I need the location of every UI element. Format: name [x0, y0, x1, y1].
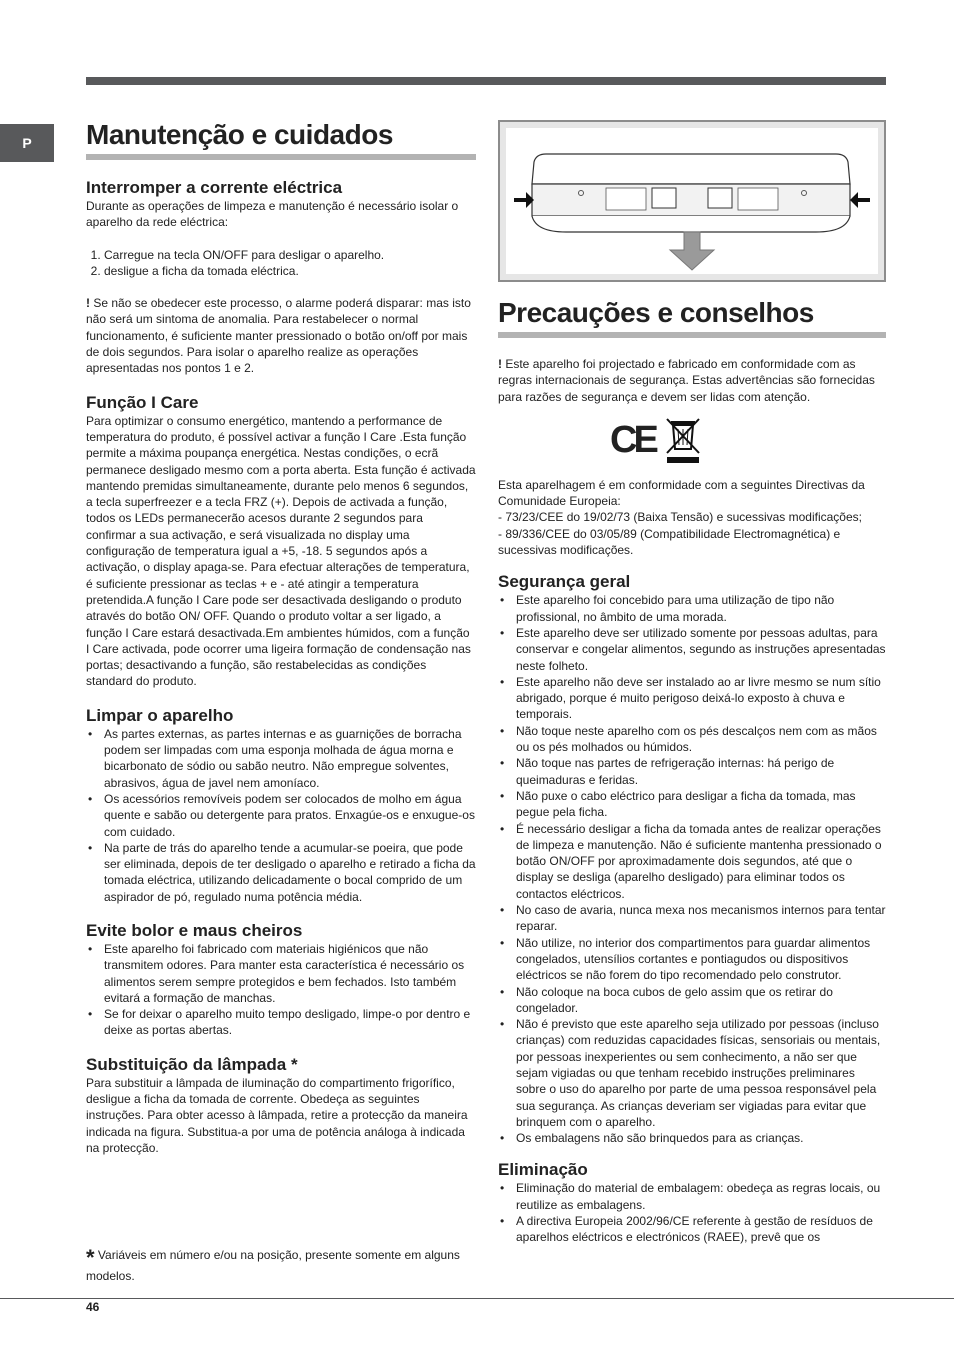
- cleaning-list: [86, 726, 476, 905]
- directive-2: - 89/336/CEE do 03/05/89 (Compatibilidade Electromagnética) e sucessivas modificações.: [498, 526, 841, 558]
- section-heading-mould: Evite bolor e maus cheiros: [86, 920, 303, 940]
- list-item: • No caso de avaria, nunca mexa nos mecanismos internos para tentar reparar.: [516, 902, 886, 935]
- page-title: Manutenção e cuidados: [86, 118, 476, 160]
- footnote-star: *: [86, 1245, 95, 1270]
- mould-list: [86, 941, 476, 1039]
- list-item: • Não puxe o cabo eléctrico para desligar a ficha da tomada, mas pegue pela ficha.: [516, 788, 886, 821]
- page-number: 46: [86, 1300, 100, 1314]
- language-tab: P: [0, 124, 54, 162]
- warning-mark: !: [86, 296, 90, 311]
- warning-mark: !: [498, 357, 502, 371]
- disposal-list: [498, 1180, 886, 1245]
- warning-text: Se não se obedecer este processo, o alarme poderá disparar: mas isto não será um sintoma de anomalia. Para restabelecer o normal funcionamento, é suficiente manter pressionado o botão on/off por mais de dois segundos. Para isolar o aparelho realize as operações apresentadas nos pontos 1 e 2.: [86, 296, 471, 376]
- power-intro: Durante as operações de limpeza e manutenção é necessário isolar o aparelho da rede eléctrica:: [86, 199, 459, 230]
- ce-weee-marks: [610, 415, 886, 465]
- directives-intro: Esta aparelhagem é em conformidade com a seguintes Directivas da Comunidade Europeia:: [498, 477, 865, 509]
- top-bar: [86, 77, 886, 85]
- weee-bin-icon: [663, 415, 703, 465]
- list-item: • Os embalagens não são brinquedos para as crianças.: [516, 1130, 886, 1146]
- list-item: • Não coloque na boca cubos de gelo assim que os retirar do congelador.: [516, 984, 886, 1017]
- list-item: 2. desligue a ficha da tomada eléctrica.: [104, 263, 476, 279]
- power-warning: [86, 295, 476, 376]
- list-item: • Não toque neste aparelho com os pés descalços nem com as mãos ou os pés molhados ou húmidos.: [516, 723, 886, 756]
- icare-text: Para optimizar o consumo energético, mantendo a performance de temperatura do produto, é possível activar a função I Care .Esta função permite a máxima poupança energética. Nestas condições, o ecrã permanece desligado mesmo com a porta aberta. Esta função é activada mantendo premidas simultaneamente, durante pelo menos 6 segundos, a tecla superfreezer e a tecla FRZ (+). Depois de activada a função, todos os LEDs permanecerão acesos durante 2 segundos para confirmar a sua activação, e será visualizada no display uma configuração de temperatura igual a +5, -18. 5 segundos após a activação, o display apaga-se. Para efectuar alterações de temperatura, é suficiente pressionar as teclas + e - até atingir a temperatura pretendida.A função I Care pode ser desactivada desligando o produto através do botão ON/ OFF. Quando o produto voltar a ser ligado, a função I Care estará desactivada.Em ambientes húmidos, com a função I Care activada, pode ocorrer uma ligeira formação de condensação nas portas; desactivando a função, são restabelecidas as condições standard do produto.: [86, 413, 476, 689]
- section-heading-icare: Função I Care: [86, 392, 199, 412]
- list-item: • Este aparelho deve ser utilizado somente por pessoas adultas, para conservar e congelar alimentos, segundo as instruções apresentadas neste folheto.: [516, 625, 886, 674]
- footnote-text: Variáveis em número e/ou na posição, presente somente em alguns modelos.: [86, 1248, 460, 1283]
- section-heading-lamp: Substituição da lâmpada *: [86, 1054, 298, 1074]
- footnote: [86, 1246, 466, 1286]
- list-item: • Este aparelho foi fabricado com materiais higiénicos que não transmitem odores. Para manter esta característica é necessário os alimentos serem sempre protegidos e bem fechados. Isto também evitará a formação de manchas.: [104, 941, 476, 1006]
- list-item: 1. Carregue na tecla ON/OFF para desligar o aparelho.: [104, 247, 476, 263]
- list-item: • Não toque nas partes de refrigeração internas: há perigo de queimaduras e feridas.: [516, 755, 886, 788]
- left-column: [86, 118, 476, 1156]
- lamp-cover-figure: [498, 120, 886, 282]
- section-heading-disposal: Eliminação: [498, 1160, 588, 1180]
- lamp-text: Para substituir a lâmpada de iluminação do compartimento frigorífico, desligue a ficha da tomada de corrente. Obedeça as seguintes instruções. Para obter acesso à lâmpada, retire a protecção da maneira indicada na figura. Substitua-a por uma de potência análoga à indicada na protecção.: [86, 1075, 468, 1155]
- list-item: • Os acessórios removíveis podem ser colocados de molho em água quente e sabão ou detergente para pratos. Enxagúe-os e enxugue-os com cuidado.: [104, 791, 476, 840]
- precautions-intro: [498, 356, 886, 405]
- footer-rule: [0, 1298, 954, 1299]
- list-item: • Se for deixar o aparelho muito tempo desligado, limpe-o por dentro e deixe as portas abertas.: [104, 1006, 476, 1039]
- ce-mark: CE: [610, 418, 655, 461]
- intro-text: Este aparelho foi projectado e fabricado em conformidade com as regras internacionais de segurança. Estas advertências são fornecidas para razões de segurança e devem ser lidas com atenção.: [498, 357, 875, 404]
- list-item: • Este aparelho foi concebido para uma utilização de tipo não profissional, no âmbito de uma morada.: [516, 592, 886, 625]
- list-item: • Eliminação do material de embalagem: obedeça as regras locais, ou reutilize as embalagens.: [516, 1180, 886, 1213]
- directive-1: - 73/23/CEE do 19/02/73 (Baixa Tensão) e sucessivas modificações;: [498, 510, 862, 525]
- list-item: • A directiva Europeia 2002/96/CE referente à gestão de resíduos de aparelhos eléctricos e electrónicos (RAEE), prevê que os: [516, 1213, 886, 1246]
- list-item: • Este aparelho não deve ser instalado ao ar livre mesmo se num sítio abrigado, porque é muito perigoso deixá-lo exposto à chuva e temporais.: [516, 674, 886, 723]
- safety-list: [498, 592, 886, 1146]
- list-item: • Não é previsto que este aparelho seja utilizado por pessoas (incluso crianças) com reduzidas capacidades físicas, sensoriais ou mentais, por pessoas inexperientes ou sem conhecimento, a não ser que sejam vigiadas ou que tenham recebido instruções preliminares sobre o uso do aparelho por parte de uma pessoa responsável pela sua segurança. As crianças deveriam ser vigiadas para evitar que brinquem com o aparelho.: [516, 1016, 886, 1130]
- list-item: • Na parte de trás do aparelho tende a acumular-se poeira, que pode ser eliminada, depois de ter desligado o aparelho e retirado a ficha da tomada eléctrica, utilizando delicadamente o bocal comprido de um aspirador de pó, regulado numa potência média.: [104, 840, 476, 905]
- power-steps: [86, 247, 476, 280]
- precautions-title: Precauções e conselhos: [498, 296, 886, 338]
- section-heading-cleaning: Limpar o aparelho: [86, 705, 234, 725]
- list-item: • As partes externas, as partes internas e as guarnições de borracha podem ser limpadas com uma esponja molhada de água morna e bicarbonato de sódio ou sabão neutro. Não empregue solventes, abrasivos, água de javel nem amoníaco.: [104, 726, 476, 791]
- lamp-cover-illustration: [506, 128, 878, 274]
- list-item: • Não utilize, no interior dos compartimentos para guardar alimentos congelados, utensílios cortantes e pontiagudos ou dispositivos eléctricos se não forem do tipo recomendado pelo construtor.: [516, 935, 886, 984]
- section-heading-power: Interromper a corrente eléctrica: [86, 178, 343, 197]
- list-item: • É necessário desligar a ficha da tomada antes de realizar operações de limpeza e manutenção. Não é suficiente mantenha pressionado o botão ON/OFF por aproximadamente dois segundos, até que o display se desliga (aparelho desligado) para eliminar todos os contactos eléctricos.: [516, 821, 886, 902]
- section-heading-safety: Segurança geral: [498, 572, 631, 592]
- right-column: [498, 120, 886, 1246]
